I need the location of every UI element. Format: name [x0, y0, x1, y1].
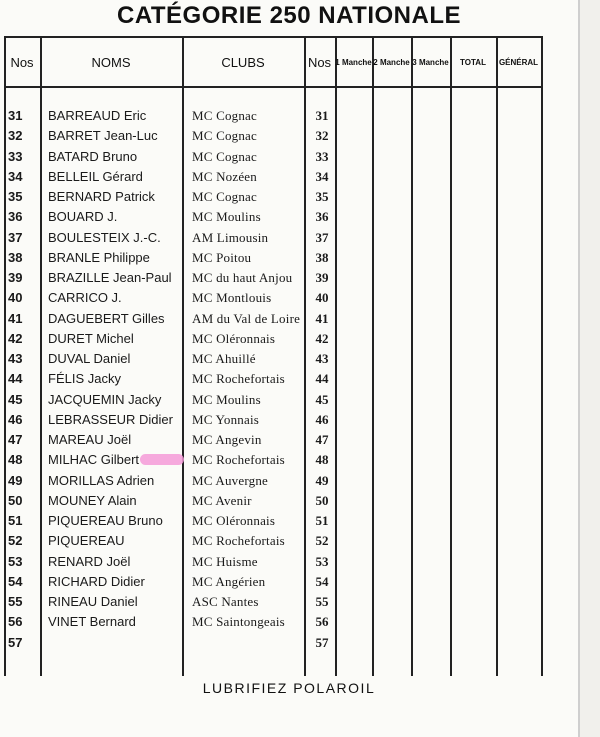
rider-name: BARREAUD Eric	[48, 108, 147, 123]
table-row	[4, 349, 543, 369]
rider-number-repeat: 56	[315, 614, 329, 630]
table-row	[4, 592, 543, 612]
rider-name: BOULESTEIX J.-C.	[48, 229, 161, 245]
rider-name: FÉLIS Jacky	[48, 371, 121, 387]
club-name: AM du Val de Loire	[192, 310, 301, 326]
rider-number-repeat: 37	[315, 229, 329, 245]
table-row	[4, 612, 543, 632]
rider-number-repeat: 42	[315, 330, 329, 346]
club-name: MC Cognac	[192, 108, 257, 123]
club-name: MC Rochefortais	[192, 533, 285, 549]
rider-number-repeat: 45	[315, 391, 329, 407]
rider-name: JACQUEMIN Jacky	[48, 391, 162, 407]
rider-number-repeat: 41	[315, 310, 329, 326]
club-name: MC Rochefortais	[192, 371, 285, 387]
page-title: CATÉGORIE 250 NATIONALE	[117, 2, 461, 29]
table-row	[4, 248, 543, 268]
club-name: MC Cognac	[192, 148, 257, 164]
club-name: MC Rochefortais	[192, 452, 285, 468]
rider-number: 57	[8, 634, 23, 650]
rider-number-repeat: 39	[315, 270, 329, 285]
table-row	[4, 410, 543, 430]
rider-number-repeat: 32	[315, 128, 329, 144]
table-row	[4, 268, 543, 288]
club-name: MC Huisme	[192, 553, 258, 569]
header-noms: NOMS	[91, 54, 131, 70]
rider-name: MOUNEY Alain	[48, 492, 137, 508]
header-general: GÉNÉRAL	[498, 57, 539, 67]
highlighter-mark	[140, 454, 184, 465]
club-name: MC Auvergne	[192, 472, 268, 488]
header-no: Nos	[10, 54, 34, 70]
table-row	[4, 369, 543, 389]
table-row	[4, 106, 543, 126]
rider-number-repeat: 47	[315, 432, 329, 447]
club-name: MC Montlouis	[192, 290, 272, 306]
club-name: MC du haut Anjou	[192, 270, 293, 285]
rider-number-repeat: 53	[315, 553, 329, 569]
table-row	[4, 450, 543, 470]
rider-name: RICHARD Didier	[48, 573, 145, 589]
rider-number-repeat: 57	[315, 634, 329, 650]
page-edge	[578, 0, 600, 737]
table-row	[4, 430, 543, 450]
club-name: MC Moulins	[192, 391, 261, 407]
rider-name: BATARD Bruno	[48, 148, 138, 164]
rider-number-repeat: 48	[315, 452, 329, 468]
table-row	[4, 309, 543, 329]
rider-number: 33	[8, 148, 23, 164]
club-name: MC Angérien	[192, 573, 266, 589]
rider-number-repeat: 51	[315, 513, 329, 528]
rider-name: PIQUEREAU	[48, 533, 125, 549]
table-row	[4, 167, 543, 187]
rider-number-repeat: 35	[315, 189, 329, 204]
rider-name: MILHAC Gilbert	[48, 452, 140, 468]
results-table	[4, 36, 543, 676]
rider-number-repeat: 44	[315, 371, 329, 387]
rider-number-repeat: 49	[315, 472, 329, 488]
rider-number: 38	[8, 249, 23, 265]
rider-name: BRANLE Philippe	[48, 249, 150, 265]
rider-name: RENARD Joël	[48, 553, 131, 569]
rider-name: MAREAU Joël	[48, 432, 132, 447]
header-manche-3: 3 Manche	[412, 57, 449, 67]
rider-number: 31	[8, 108, 23, 123]
club-name: MC Avenir	[192, 492, 252, 508]
rider-number-repeat: 40	[315, 290, 329, 306]
rider-number-repeat: 33	[315, 148, 329, 164]
club-name: MC Poitou	[192, 249, 252, 265]
rider-number: 54	[8, 573, 23, 589]
table-row	[4, 187, 543, 207]
table-row	[4, 491, 543, 511]
rider-number-repeat: 31	[315, 108, 329, 123]
header-manche-2: 2 Manche	[373, 57, 410, 67]
rider-number: 36	[8, 209, 23, 225]
rider-number: 44	[8, 371, 23, 387]
club-name: MC Oléronnais	[192, 330, 276, 346]
header-divider	[4, 86, 543, 88]
rider-number: 45	[8, 391, 23, 407]
table-row	[4, 531, 543, 551]
table-row	[4, 552, 543, 572]
club-name: MC Saintongeais	[192, 614, 285, 630]
rider-name: DAGUEBERT Gilles	[48, 310, 165, 326]
club-name: MC Nozéen	[192, 168, 257, 184]
rider-name: VINET Bernard	[48, 614, 136, 630]
rider-number: 37	[8, 229, 23, 245]
header-no-2: Nos	[307, 54, 332, 70]
table-row	[4, 471, 543, 491]
rider-number: 51	[8, 513, 23, 528]
rider-number: 47	[8, 432, 23, 447]
rider-name: BRAZILLE Jean-Paul	[48, 270, 172, 285]
club-name: MC Yonnais	[192, 411, 260, 427]
footer-advert: LUBRIFIEZ POLAROIL	[202, 680, 376, 696]
table-row	[4, 207, 543, 227]
rider-name: MORILLAS Adrien	[48, 472, 155, 488]
rider-number: 46	[8, 411, 23, 427]
rider-number-repeat: 38	[315, 249, 329, 265]
table-row	[4, 572, 543, 592]
header-total: TOTAL	[460, 57, 486, 67]
rider-name: CARRICO J.	[48, 290, 122, 306]
club-name: MC Moulins	[192, 209, 261, 225]
table-row	[4, 228, 543, 248]
rider-number: 39	[8, 270, 23, 285]
header-manche-1: 1 Manche	[335, 57, 372, 67]
rider-number: 35	[8, 189, 23, 204]
rider-name: LEBRASSEUR Didier	[48, 411, 173, 427]
rider-number: 43	[8, 351, 23, 366]
rider-number: 34	[8, 168, 23, 184]
rider-number-repeat: 34	[315, 168, 329, 184]
rider-name: RINEAU Daniel	[48, 594, 138, 609]
header-clubs: CLUBS	[221, 54, 265, 70]
table-row	[4, 329, 543, 349]
rider-number-repeat: 55	[315, 594, 329, 609]
rider-number: 50	[8, 492, 23, 508]
table-row	[4, 288, 543, 308]
rider-name: DURET Michel	[48, 330, 134, 346]
club-name: MC Cognac	[192, 128, 257, 144]
rider-number: 42	[8, 330, 23, 346]
rider-name: BELLEIL Gérard	[48, 168, 143, 184]
rider-number-repeat: 43	[315, 351, 329, 366]
rider-name: DUVAL Daniel	[48, 351, 131, 366]
table-row	[4, 126, 543, 146]
rider-number: 56	[8, 614, 23, 630]
rider-number: 41	[8, 310, 23, 326]
rider-number-repeat: 36	[315, 209, 329, 225]
club-name: MC Ahuillé	[192, 351, 256, 366]
club-name: AM Limousin	[192, 229, 269, 245]
table-row	[4, 390, 543, 410]
rider-number-repeat: 52	[315, 533, 329, 549]
club-name: MC Cognac	[192, 189, 257, 204]
rider-name: BERNARD Patrick	[48, 189, 155, 204]
table-row	[4, 511, 543, 531]
rider-number: 48	[8, 452, 23, 468]
rider-number: 40	[8, 290, 23, 306]
rider-number: 52	[8, 533, 23, 549]
rider-number: 49	[8, 472, 23, 488]
rider-number-repeat: 46	[315, 411, 329, 427]
table-row	[4, 147, 543, 167]
club-name: MC Angevin	[192, 432, 262, 447]
rider-number-repeat: 54	[315, 573, 329, 589]
rider-name: BOUARD J.	[48, 209, 118, 225]
club-name: MC Oléronnais	[192, 513, 276, 528]
rider-name: BARRET Jean-Luc	[48, 128, 158, 144]
rider-number: 53	[8, 553, 23, 569]
rider-number: 55	[8, 594, 23, 609]
rider-name: PIQUEREAU Bruno	[48, 513, 163, 528]
rider-number: 32	[8, 128, 23, 144]
table-row	[4, 633, 543, 653]
club-name: ASC Nantes	[192, 594, 259, 609]
rider-number-repeat: 50	[315, 492, 329, 508]
